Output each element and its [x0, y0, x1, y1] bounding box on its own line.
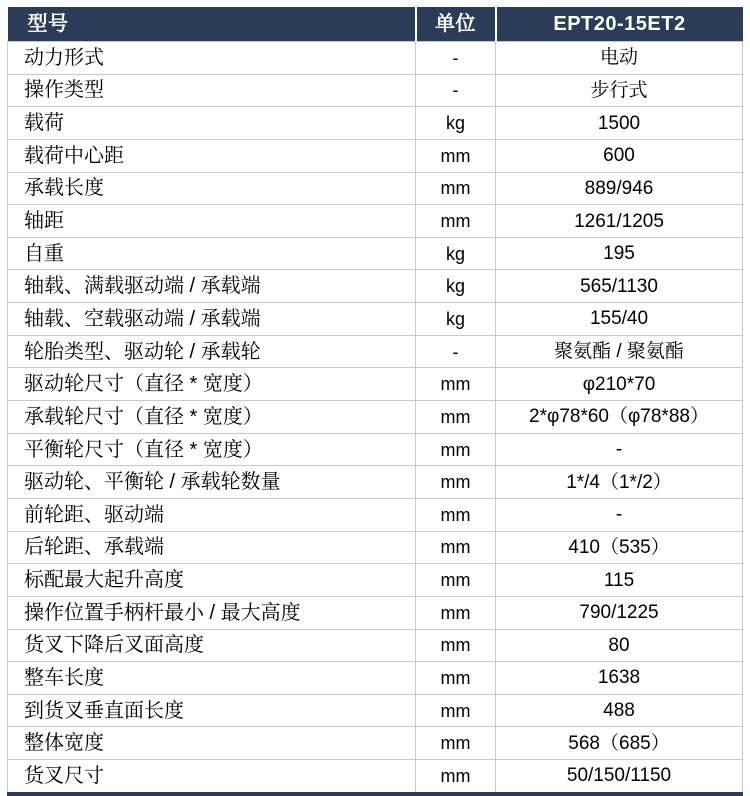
spec-label: 货叉下降后叉面高度 — [8, 629, 416, 662]
spec-value: 195 — [496, 237, 743, 270]
spec-table — [7, 7, 743, 796]
spec-value: 2*φ78*60（φ78*88） — [496, 401, 743, 434]
spec-unit: kg — [416, 237, 496, 270]
spec-label: 轮胎类型、驱动轮 / 承载轮 — [8, 335, 416, 368]
spec-unit: - — [416, 42, 496, 75]
column-header-model: 型号 — [8, 7, 416, 42]
table-row — [8, 42, 743, 75]
table-row — [8, 172, 743, 205]
spec-unit: mm — [416, 564, 496, 597]
table-row — [8, 205, 743, 238]
spec-unit: mm — [416, 205, 496, 238]
column-header-unit: 单位 — [416, 7, 496, 42]
spec-value: 488 — [496, 694, 743, 727]
spec-label: 标配最大起升高度 — [8, 564, 416, 597]
column-header-value: EPT20-15ET2 — [496, 7, 743, 42]
spec-unit: mm — [416, 629, 496, 662]
table-row — [8, 401, 743, 434]
spec-unit: kg — [416, 107, 496, 140]
spec-value: 155/40 — [496, 303, 743, 336]
spec-value: 565/1130 — [496, 270, 743, 303]
spec-unit: mm — [416, 172, 496, 205]
spec-value: 568（685） — [496, 727, 743, 760]
table-row — [8, 498, 743, 531]
table-row — [8, 531, 743, 564]
spec-label: 后轮距、承载端 — [8, 531, 416, 564]
spec-unit: mm — [416, 596, 496, 629]
spec-value: 115 — [496, 564, 743, 597]
table-row — [8, 74, 743, 107]
spec-label: 驱动轮尺寸（直径 * 宽度） — [8, 368, 416, 401]
table-row — [8, 694, 743, 727]
spec-label: 轴载、空载驱动端 / 承载端 — [8, 303, 416, 336]
spec-value: 1638 — [496, 662, 743, 695]
table-row — [8, 139, 743, 172]
spec-value: - — [496, 433, 743, 466]
spec-label: 货叉尺寸 — [8, 760, 416, 794]
spec-unit: mm — [416, 760, 496, 794]
table-body — [8, 42, 743, 794]
spec-unit: mm — [416, 466, 496, 499]
spec-value: 790/1225 — [496, 596, 743, 629]
spec-value: 聚氨酯 / 聚氨酯 — [496, 335, 743, 368]
spec-unit: mm — [416, 662, 496, 695]
table-row — [8, 466, 743, 499]
spec-label: 前轮距、驱动端 — [8, 498, 416, 531]
spec-value: 889/946 — [496, 172, 743, 205]
spec-label: 操作位置手柄杆最小 / 最大高度 — [8, 596, 416, 629]
spec-label: 平衡轮尺寸（直径 * 宽度） — [8, 433, 416, 466]
spec-value: 600 — [496, 139, 743, 172]
table-row — [8, 629, 743, 662]
spec-label: 驱动轮、平衡轮 / 承载轮数量 — [8, 466, 416, 499]
spec-unit: kg — [416, 270, 496, 303]
table-row — [8, 760, 743, 794]
spec-label: 轴载、满载驱动端 / 承载端 — [8, 270, 416, 303]
table-row — [8, 270, 743, 303]
spec-label: 载荷 — [8, 107, 416, 140]
spec-unit: mm — [416, 694, 496, 727]
spec-unit: mm — [416, 727, 496, 760]
table-row — [8, 368, 743, 401]
table-row — [8, 303, 743, 336]
table-row — [8, 662, 743, 695]
spec-label: 整车长度 — [8, 662, 416, 695]
table-row — [8, 335, 743, 368]
spec-value: 410（535） — [496, 531, 743, 564]
spec-label: 载荷中心距 — [8, 139, 416, 172]
spec-value: 50/150/1150 — [496, 760, 743, 794]
spec-unit: mm — [416, 368, 496, 401]
spec-label: 承载长度 — [8, 172, 416, 205]
table-row — [8, 564, 743, 597]
table-row — [8, 107, 743, 140]
spec-unit: - — [416, 74, 496, 107]
spec-label: 整体宽度 — [8, 727, 416, 760]
spec-value: 1500 — [496, 107, 743, 140]
spec-label: 承载轮尺寸（直径 * 宽度） — [8, 401, 416, 434]
table-header-row — [8, 7, 743, 42]
spec-label: 到货叉垂直面长度 — [8, 694, 416, 727]
spec-label: 动力形式 — [8, 42, 416, 75]
spec-value: 1261/1205 — [496, 205, 743, 238]
spec-label: 自重 — [8, 237, 416, 270]
spec-label: 轴距 — [8, 205, 416, 238]
spec-unit: kg — [416, 303, 496, 336]
spec-unit: - — [416, 335, 496, 368]
spec-unit: mm — [416, 498, 496, 531]
table-row — [8, 727, 743, 760]
spec-value: 80 — [496, 629, 743, 662]
spec-unit: mm — [416, 139, 496, 172]
table-row — [8, 237, 743, 270]
spec-value: 步行式 — [496, 74, 743, 107]
spec-value: φ210*70 — [496, 368, 743, 401]
spec-value: 1*/4（1*/2） — [496, 466, 743, 499]
table-row — [8, 433, 743, 466]
spec-unit: mm — [416, 531, 496, 564]
spec-unit: mm — [416, 433, 496, 466]
spec-value: 电动 — [496, 42, 743, 75]
table-row — [8, 596, 743, 629]
table-header — [8, 7, 743, 42]
spec-label: 操作类型 — [8, 74, 416, 107]
spec-value: - — [496, 498, 743, 531]
spec-unit: mm — [416, 401, 496, 434]
